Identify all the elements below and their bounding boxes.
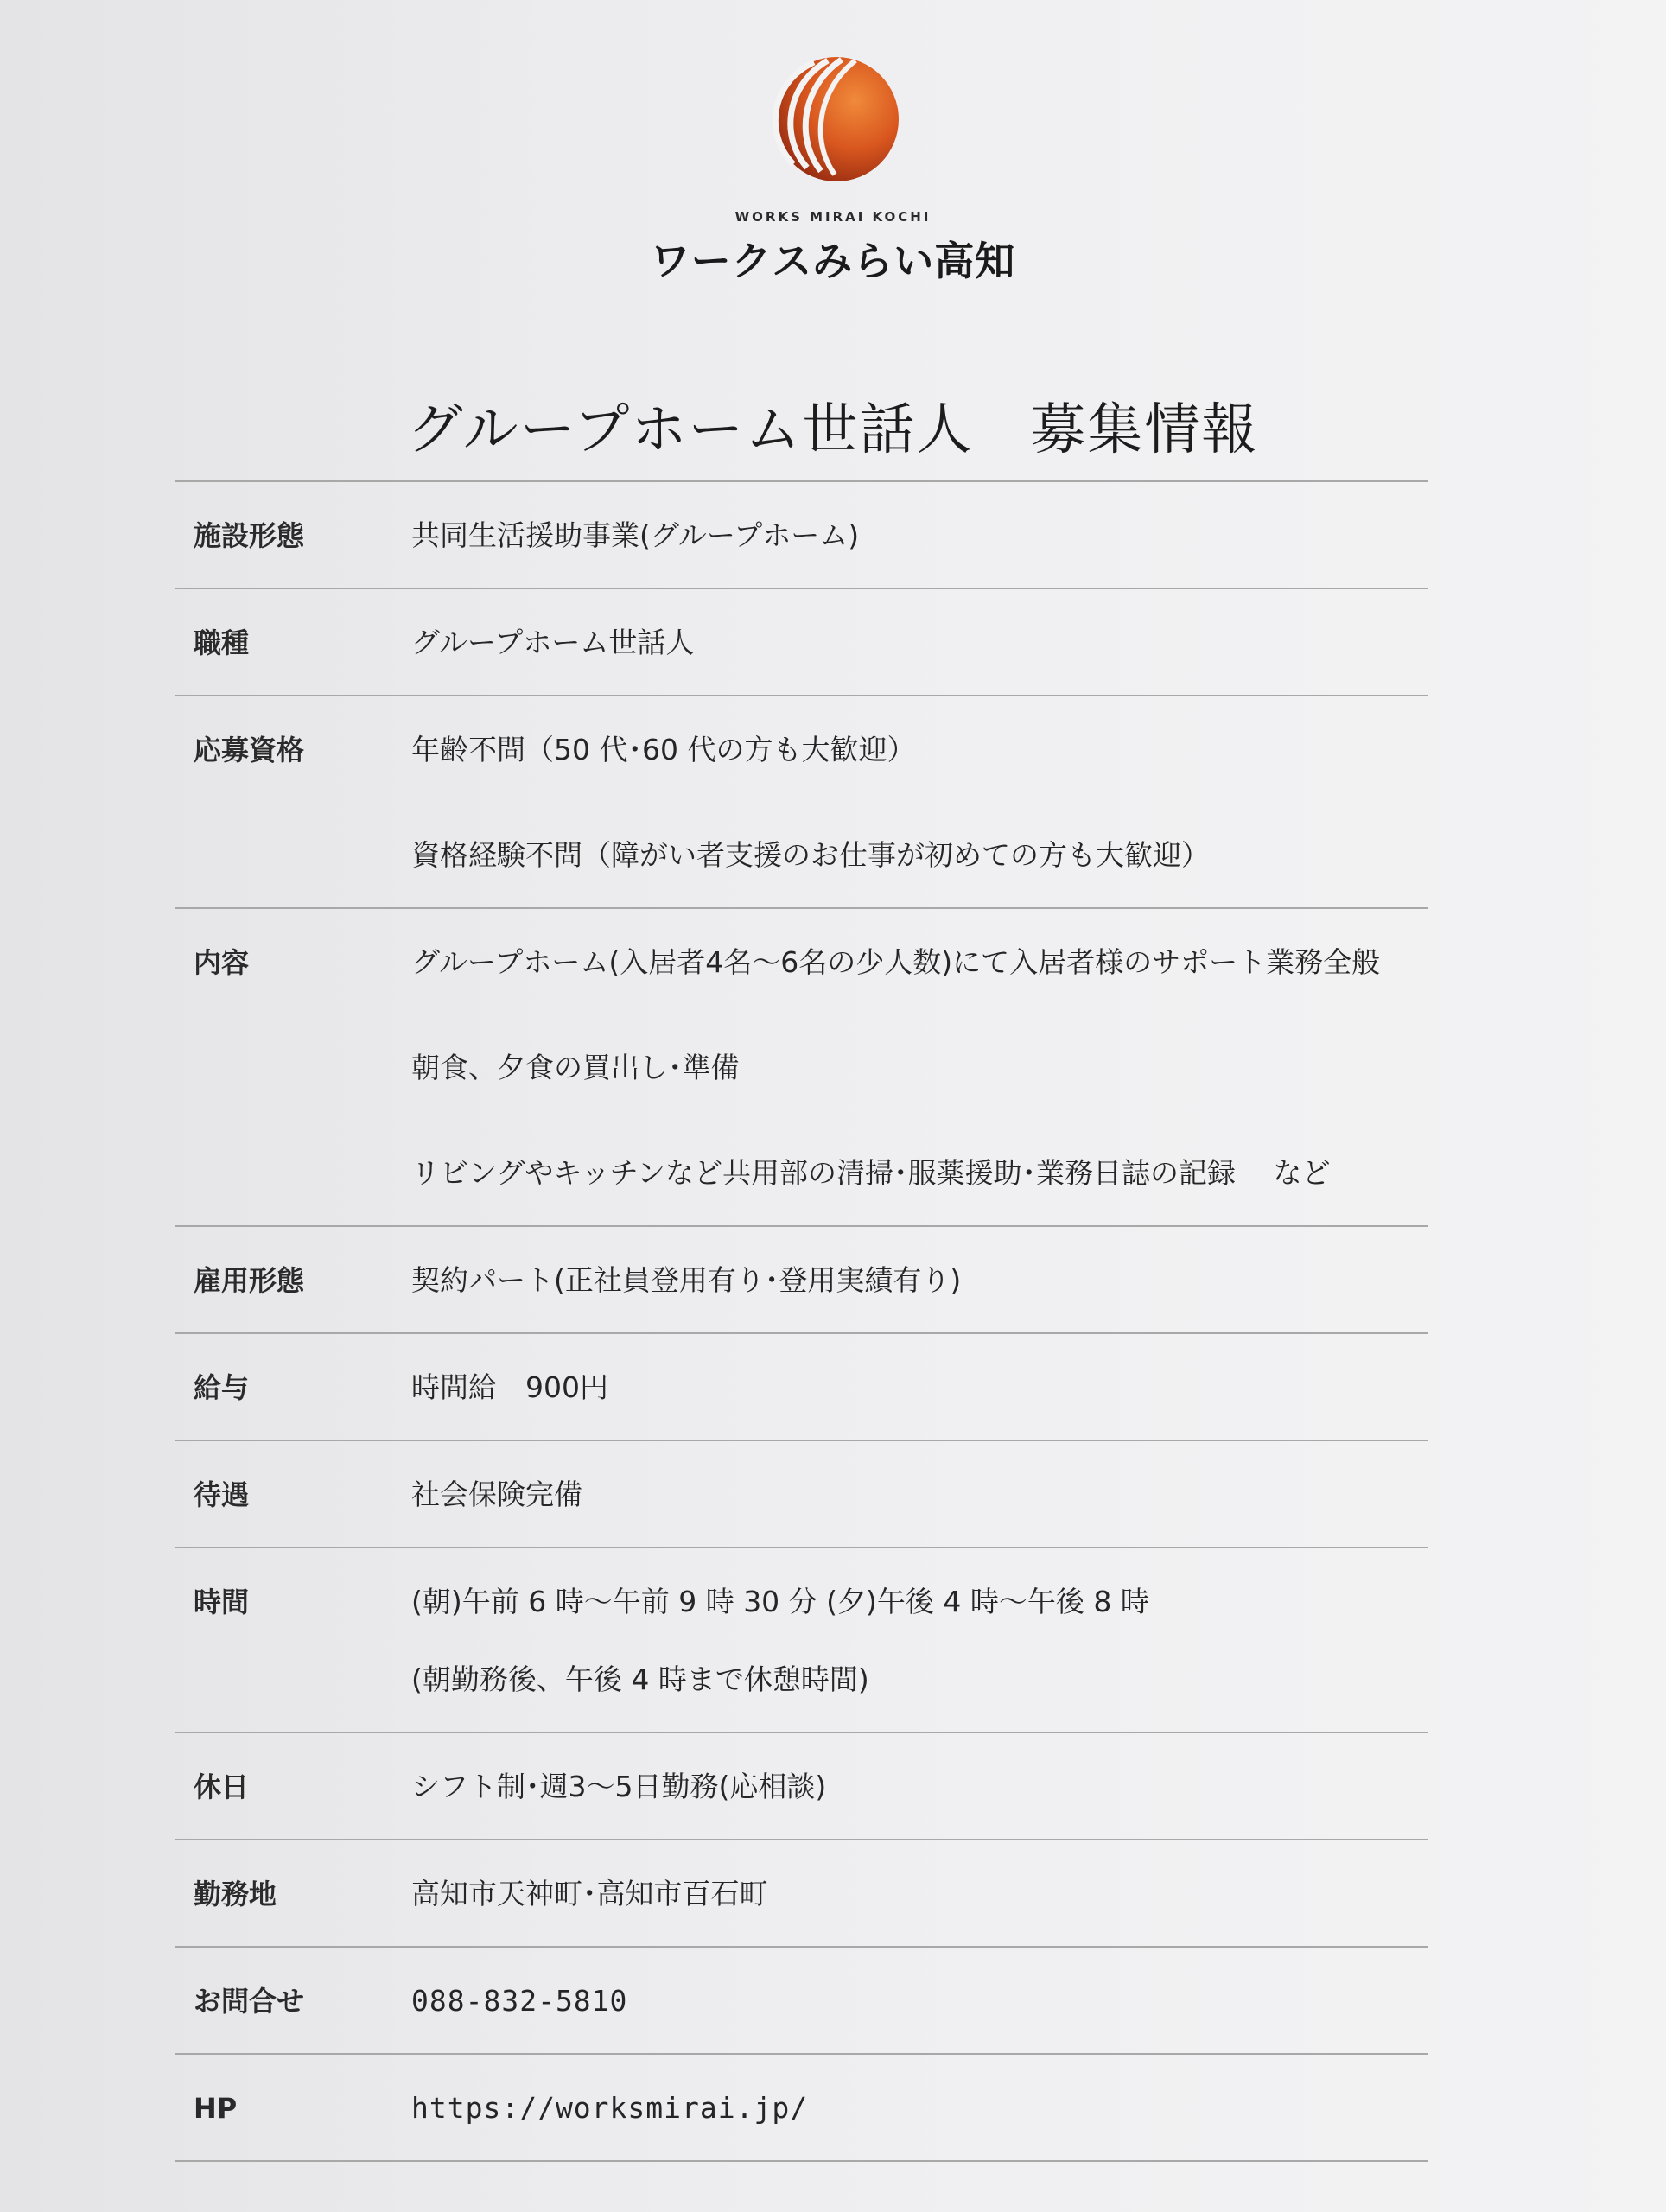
row-employment-type xyxy=(175,1227,1428,1334)
row-hours xyxy=(175,1548,1428,1733)
row-value: 年齢不問（50 代･60 代の方も大歓迎） xyxy=(411,733,916,766)
row-location xyxy=(175,1840,1428,1948)
row-holidays xyxy=(175,1733,1428,1840)
row-qualifications xyxy=(175,696,1428,909)
logo-name: ワークスみらい高知 xyxy=(650,238,1016,284)
homepage-url: https://worksmirai.jp/ xyxy=(411,2091,809,2125)
row-value: 時間給 900円 xyxy=(411,1370,608,1404)
row-label: 職種 xyxy=(194,626,250,659)
page-title: グループホーム世話人 募集情報 xyxy=(407,398,1259,462)
row-value: グループホーム世話人 xyxy=(411,626,695,659)
row-salary xyxy=(175,1334,1428,1441)
row-label: 時間 xyxy=(194,1586,250,1618)
row-value: (朝)午前 6 時～午前 9 時 30 分 (夕)午後 4 時～午後 8 時 xyxy=(411,1585,1149,1618)
row-job-type xyxy=(175,589,1428,696)
row-value: (朝勤務後、午後 4 時まで休憩時間) xyxy=(411,1662,869,1696)
row-value: シフト制･週3～5日勤務(応相談) xyxy=(411,1770,827,1803)
row-label: 給与 xyxy=(194,1371,250,1404)
row-value: 資格経験不問（障がい者支援のお仕事が初めての方も大歓迎） xyxy=(411,838,1210,872)
row-label: 施設形態 xyxy=(194,519,305,552)
row-label: 待遇 xyxy=(194,1478,250,1511)
works-mirai-logo-icon xyxy=(764,52,902,190)
row-label: お問合せ xyxy=(194,1985,305,2018)
row-value: グループホーム(入居者4名～6名の少人数)にて入居者様のサポート業務全般 xyxy=(411,945,1381,979)
row-duties xyxy=(175,909,1428,1227)
row-value: 共同生活援助事業(グループホーム) xyxy=(411,518,860,552)
row-value: 社会保険完備 xyxy=(411,1478,582,1511)
row-value: 契約パート(正社員登用有り･登用実績有り) xyxy=(411,1263,962,1297)
row-label: 休日 xyxy=(194,1770,250,1803)
job-info-table xyxy=(175,480,1428,2162)
row-benefits xyxy=(175,1441,1428,1548)
row-label: HP xyxy=(194,2092,238,2125)
row-label: 雇用形態 xyxy=(194,1264,305,1297)
row-value: 朝食、夕食の買出し･準備 xyxy=(411,1051,740,1084)
row-value: 高知市天神町･高知市百石町 xyxy=(411,1877,768,1910)
logo xyxy=(0,52,1666,287)
row-facility-type xyxy=(175,482,1428,589)
row-contact xyxy=(175,1948,1428,2055)
row-homepage xyxy=(175,2055,1428,2162)
row-label: 応募資格 xyxy=(194,734,305,766)
logo-subtitle: WORKS MIRAI KOCHI xyxy=(734,209,932,225)
row-value: リビングやキッチンなど共用部の清掃･服薬援助･業務日誌の記録 など xyxy=(411,1156,1331,1190)
row-label: 内容 xyxy=(194,946,250,979)
phone-number: 088-832-5810 xyxy=(411,1984,628,2018)
row-label: 勤務地 xyxy=(194,1878,277,1910)
